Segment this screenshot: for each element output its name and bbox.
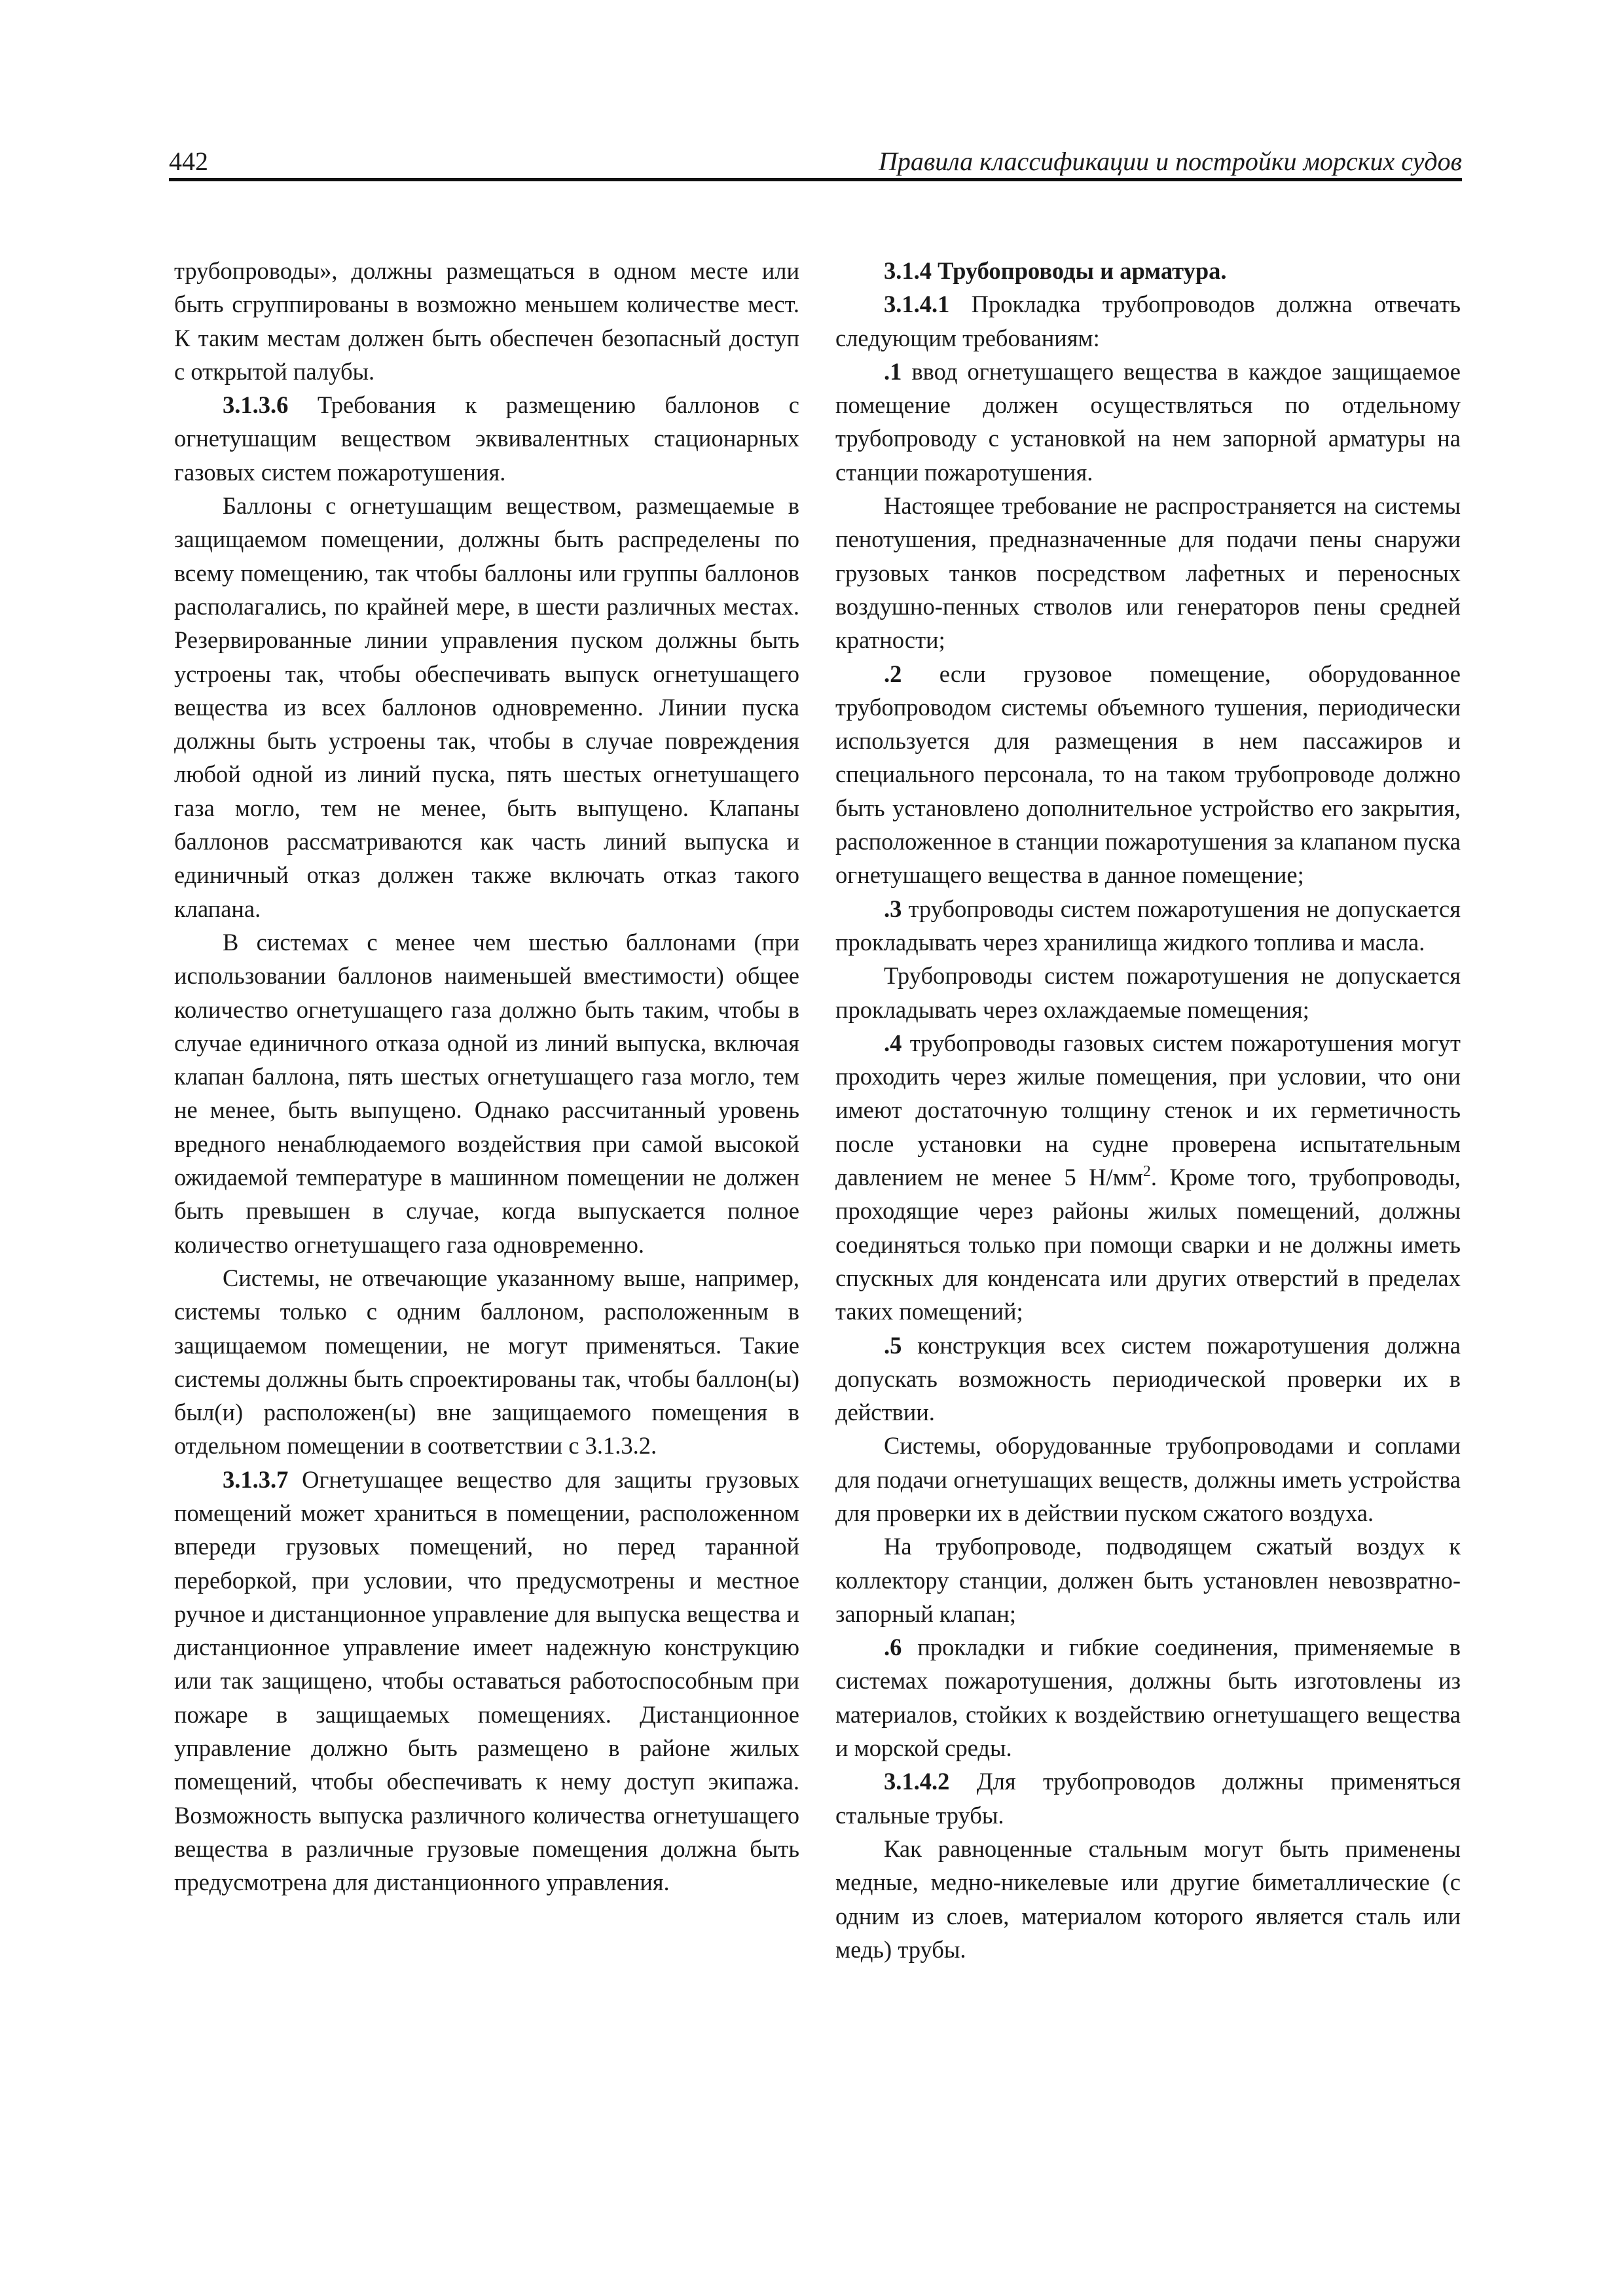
paragraph: В системах с менее чем шестью баллонами (при использовании баллонов наименьшей вместимости) общее количество огнетушащего газа должно быть таким, чтобы в случае единичного отказа одной из линий выпуска, включая клапан баллона, пять шестых огнетушащего газа могло, тем не менее, быть выпущено. Однако рассчитанный уровень вредного ненаблюдаемого воздействия при самой высокой ожидаемой температуре в машинном помещении не должен быть превышен в случае, когда выпускается полное количество огнетушащего газа одновременно. [174, 928, 799, 1258]
paragraph: Системы, не отвечающие указанному выше, например, системы только с одним баллоном, расположенным в защищаемом помещении, не могут применяться. Такие системы должны быть спроектированы так, чтобы баллон(ы) был(и) расположен(ы) вне защищаемого помещения в отдельном помещении в соответствии с 3.1.3.2. [174, 1264, 799, 1460]
superscript: 2 [1142, 1163, 1151, 1181]
clause-number: 3.1.4.1 [884, 291, 950, 318]
paragraph: Системы, оборудованные трубопроводами и соплами для подачи огнетушащих веществ, должны иметь устройства для проверки их в действии пуском сжатого воздуха. [835, 1432, 1461, 1526]
paragraph: Настоящее требование не распространяется на системы пенотушения, предназначенные для подачи пены снаружи грузовых танков посредством лафетных и переносных воздушно-пенных стволов или генераторов пены средней кратности; [835, 492, 1461, 654]
paragraph: 3.1.4.2 Для трубопроводов должны применяться стальные трубы. [835, 1768, 1461, 1829]
paragraph: трубопроводы», должны размещаться в одном месте или быть сгруппированы в возможно меньшем количестве мест. К таким местам должен быть обеспечен безопасный доступ с открытой палубы. [174, 257, 799, 385]
paragraph: 3.1.3.6 Требования к размещению баллонов с огнетушащим веществом эквивалентных стационарных газовых систем пожаротушения. [174, 391, 799, 486]
clause-number: 3.1.3.7 [223, 1465, 289, 1493]
paragraph: На трубопроводе, подводящем сжатый воздух к коллектору станции, должен быть установлен невозвратно-запорный клапан; [835, 1533, 1461, 1627]
paragraph: .4 трубопроводы газовых систем пожаротушения могут проходить через жилые помещения, при условии, что они имеют достаточную толщину стенок и их герметичность после установки на судне проверена испытательным давлением не менее 5 $Н/мм^2$. Кроме того, трубопроводы, проходящие через районы жилых помещений, должны соединяться только при помощи сварки и не должны иметь спускных для конденсата или других отверстий в пределах таких помещений; [835, 1029, 1461, 1325]
clause-number: 3.1.4.2 [884, 1768, 950, 1795]
paragraph: .3 трубопроводы систем пожаротушения не допускается прокладывать через хранилища жидкого топлива и масла. [835, 895, 1461, 956]
paragraph: .5 конструкция всех систем пожаротушения должна допускать возможность периодической проверки их в действии. [835, 1331, 1461, 1426]
page-header [169, 145, 1462, 178]
right-column [835, 254, 1461, 1966]
page-number: 442 [169, 147, 208, 176]
item-number: .5 [884, 1331, 902, 1359]
item-number: .1 [884, 357, 902, 385]
running-title: Правила классификации и постройки морских судов [878, 147, 1462, 176]
item-number: .3 [884, 895, 902, 922]
item-number: .4 [884, 1029, 902, 1056]
left-column [174, 254, 799, 1899]
item-number: .2 [884, 660, 902, 687]
clause-number: 3.1.3.6 [223, 391, 289, 419]
paragraph: .6 прокладки и гибкие соединения, применяемые в системах пожаротушения, должны быть изготовлены из материалов, стойких к воздействию огнетушащего вещества и морской среды. [835, 1634, 1461, 1762]
header-rule [169, 178, 1462, 181]
paragraph: Как равноценные стальным могут быть применены медные, медно-никелевые или другие биметаллические (с одним из слоев, материалом которого является сталь или медь) трубы. [835, 1835, 1461, 1963]
paragraph: .1 ввод огнетушащего вещества в каждое защищаемое помещение должен осуществляться по отдельному трубопроводу с установкой на нем запорной арматуры на станции пожаротушения. [835, 357, 1461, 486]
paragraph: .2 если грузовое помещение, оборудованное трубопроводом системы объемного тушения, периодически используется для размещения в нем пассажиров и специального персонала, то на таком трубопроводе должно быть установлено дополнительное устройство его закрытия, расположенное в станции пожаротушения за клапаном пуска огнетушащего вещества в данное помещение; [835, 660, 1461, 889]
item-number: .6 [884, 1634, 902, 1661]
paragraph: 3.1.3.7 Огнетушащее вещество для защиты грузовых помещений может храниться в помещении, расположенном впереди грузовых помещений, но перед таранной переборкой, при условии, что предусмотрены и местное ручное и дистанционное управление для выпуска вещества и дистанционное управление имеет надежную конструкцию или так защищено, чтобы оставаться работоспособным при пожаре в защищаемых помещениях. Дистанционное управление должно быть размещено в районе жилых помещений, чтобы обеспечивать к нему доступ экипажа. Возможность выпуска различного количества огнетушащего вещества в различные грузовые помещения должна быть предусмотрена для дистанционного управления. [174, 1465, 799, 1896]
paragraph: 3.1.4.1 Прокладка трубопроводов должна отвечать следующим требованиям: [835, 291, 1461, 351]
section-heading: 3.1.4 Трубопроводы и арматура. [884, 257, 1227, 284]
paragraph: Трубопроводы систем пожаротушения не допускается прокладывать через охлаждаемые помещения; [835, 962, 1461, 1023]
paragraph: Баллоны с огнетушащим веществом, размещаемые в защищаемом помещении, должны быть распределены по всему помещению, так чтобы баллоны или группы баллонов располагались, по крайней мере, в шести различных местах. Резервированные линии управления пуском должны быть устроены так, чтобы обеспечивать выпуск огнетушащего вещества из всех баллонов одновременно. Линии пуска должны быть устроены так, чтобы в случае повреждения любой одной из линий пуска, пять шестых огнетушащего газа могло, тем не менее, быть выпущено. Клапаны баллонов рассматриваются как часть линий выпуска и единичный отказ должен также включать отказ такого клапана. [174, 492, 799, 922]
